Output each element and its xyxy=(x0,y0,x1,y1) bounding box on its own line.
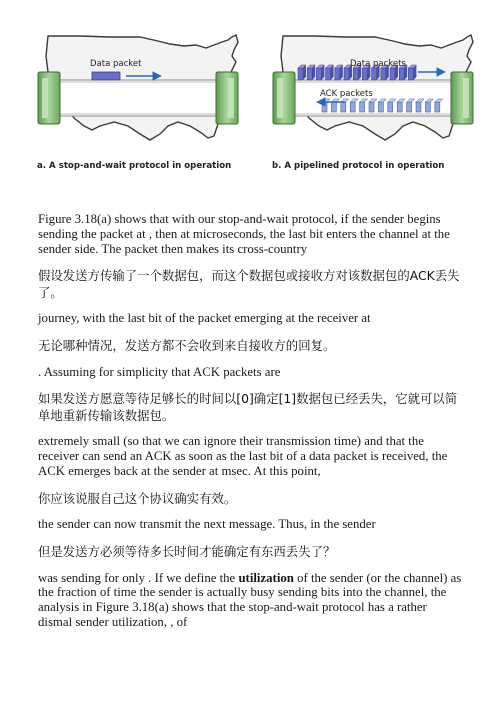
data-packet xyxy=(92,72,120,80)
figure-illustration xyxy=(0,0,500,185)
paragraph-6 xyxy=(38,571,464,630)
data-packets-label: Data packets xyxy=(350,59,406,69)
receiver-host-left xyxy=(216,72,238,124)
data-packet xyxy=(408,65,416,80)
paragraph-5: the sender can now transmit the next message. Thus, in the sender xyxy=(38,517,376,532)
receiver-host-right xyxy=(451,72,473,124)
sender-host-left xyxy=(38,72,60,124)
figure-3-18 xyxy=(0,0,500,185)
caption-a: a. A stop-and-wait protocol in operation xyxy=(37,161,232,171)
translation-1: 假设发送方传输了一个数据包，而这个数据包或接收方对该数据包的ACK丢失了。 xyxy=(38,268,460,300)
data-packet-label: Data packet xyxy=(90,59,142,69)
data-packet xyxy=(335,65,343,80)
paragraph-1: Figure 3.18(a) shows that with our stop-and-wait protocol, if the sender begins sending the packet at , then at microseconds, the last bit enters the channel at the sender side. The packet then makes its cross-country xyxy=(38,212,450,256)
data-packet xyxy=(326,65,334,80)
paragraph-4: extremely small (so that we can ignore their transmission time) and that the receiver can send an ACK as soon as the last bit of a data packet is received, the ACK emerges back at the sender at msec. At this point, xyxy=(38,434,448,479)
paragraph-2: journey, with the last bit of the packet emerging at the receiver at xyxy=(38,311,371,326)
body-text xyxy=(38,212,464,642)
paragraph-6-start: was sending for only . If we define the xyxy=(38,570,239,585)
translation-2: 无论哪种情况，发送方都不会收到来自接收方的回复。 xyxy=(38,338,336,354)
sender-host-right xyxy=(273,72,295,124)
paragraph-6-end: of the sender (or the channel) as the fraction of time the sender is actually busy sending bits into the channel, the analysis in Figure 3.18(a) shows that the stop-and-wait protocol has a rather dismal sender utilization, , of xyxy=(38,570,462,630)
data-packet xyxy=(307,65,315,80)
translation-5: 但是发送方必须等待多长时间才能确定有东西丢失了？ xyxy=(38,544,336,560)
caption-b: b. A pipelined protocol in operation xyxy=(272,161,445,171)
channel-tube-left xyxy=(58,80,218,116)
translation-4: 你应该说服自己这个协议确实有效。 xyxy=(38,490,237,506)
data-packet xyxy=(316,65,324,80)
ack-packets-label: ACK packets xyxy=(320,89,373,99)
data-packet xyxy=(298,65,306,80)
utilization-term: utilization xyxy=(238,570,294,585)
translation-3: 如果发送方愿意等待足够长的时间以[0]确定[1]数据包已经丢失，它就可以简单地重新传输该数据包。 xyxy=(38,391,458,423)
paragraph-3: . Assuming for simplicity that ACK packets are xyxy=(38,364,281,379)
